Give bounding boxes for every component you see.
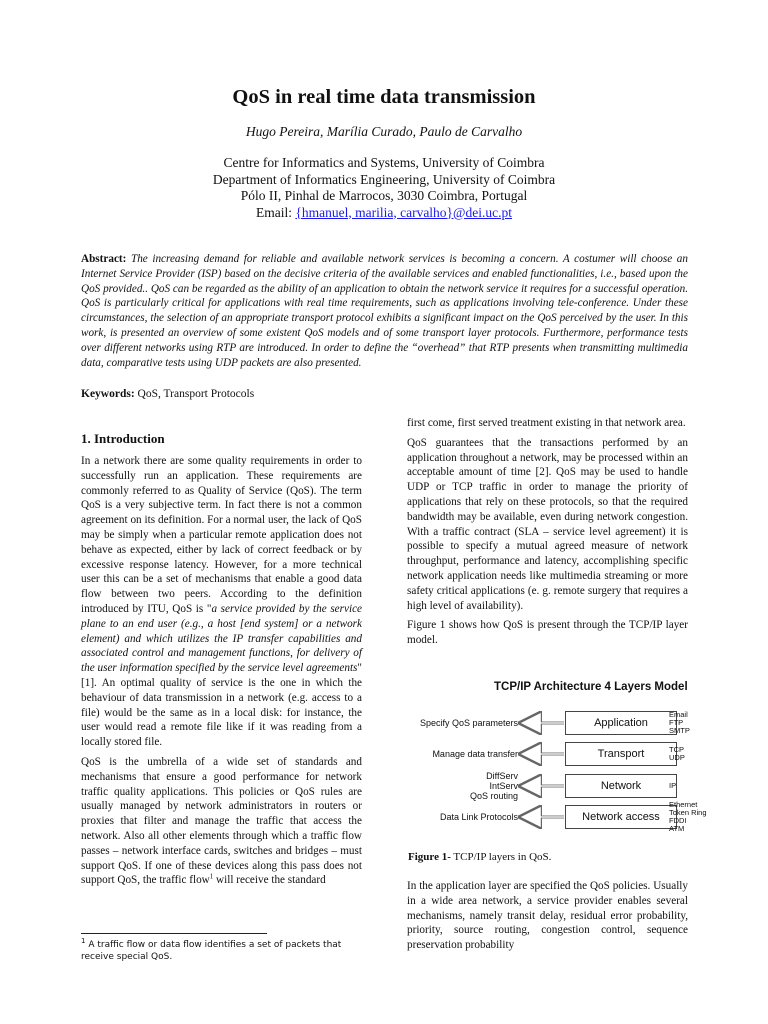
layer-protocols: IP	[669, 781, 677, 790]
layer-protocols: Email FTP SMTP	[669, 710, 690, 735]
right-paragraph-2: QoS guarantees that the transactions performed by an application throughout a network, may be processed within an acceptable amount of time [2]. QoS may be used to handle UDP or TCP traffic in order to manage the priority of applications that rely on these protocols, so that the required bandwidth may be available, even during network congestion. With a traffic contract (SLA – service level agreement) it is possible to specify a mutual agreed measure of network throughput, performance and latency, accomplishing specific network application needs like multimedia streaming or more safety critical applications (e. g. remote surgery that requires a high level of availability).	[407, 436, 688, 612]
affiliation-line: Pólo II, Pinhal de Marrocos, 3030 Coimbra, Portugal	[240, 188, 528, 203]
layer-qos-label: Data Link Protocols	[439, 812, 518, 822]
footnote	[81, 939, 365, 963]
intro-paragraph-1	[81, 454, 362, 750]
keywords-text: QoS, Transport Protocols	[137, 388, 255, 400]
itu-quote: a service provided by the service plane to an end user (e.g., a host [end system] or a network element) and which utilizes the IP transfer capabilities and associated control and management functions, for delivery of the user information specified by the service level agreements	[81, 602, 363, 675]
email-link[interactable]: {hmanuel, marilia, carvalho}@dei.uc.pt	[295, 204, 512, 220]
left-column	[81, 431, 362, 893]
figure-1	[408, 677, 708, 839]
section-heading: 1. Introduction	[81, 431, 165, 446]
layer-qos-label: DiffServ IntServ QoS routing	[469, 771, 518, 801]
figure-caption	[408, 851, 551, 863]
layer-qos-label: Manage data transfer	[432, 749, 518, 759]
right-column	[407, 416, 688, 653]
abstract	[81, 252, 688, 370]
paper-authors: Hugo Pereira, Marília Curado, Paulo de Carvalho	[245, 124, 523, 139]
footnote-text: A traffic flow or data flow identifies a set of packets that receive special QoS.	[81, 940, 342, 962]
layer-box: Network	[565, 774, 677, 798]
layer-protocols: Ethernet Token Ring FDDI ATM	[669, 800, 707, 833]
footnote-mark: 1	[81, 937, 86, 945]
layer-box: Transport	[565, 742, 677, 766]
layer-box: Network access	[565, 805, 677, 829]
layer-protocols: TCP UDP	[669, 745, 685, 762]
footnote-ref[interactable]: 1	[209, 872, 214, 881]
paragraph-text: " [1]. An optimal quality of service is the one in which the behaviour of data transmission in a network (e.g. access to a file) would be the same as in a local disk: for instance, the user would read a remote file like if it was reading from a locally stored file.	[81, 662, 362, 749]
email-label: Email:	[256, 204, 296, 220]
layer-box: Application	[565, 711, 677, 735]
paragraph-text: QoS is the umbrella of a wide set of standards and mechanisms that ensure a good performance for network traffic quality applications. This policies or QoS rules are usually managed by network administrators in routers or proxies that filter and manage the traffic that access the network. Also all other elements through which a traffic flow passes – network interface cards, switches and bridges – must support QoS. If one of these devices along this pass does not support QoS, the traffic flow	[81, 755, 362, 887]
intro-paragraph-2	[81, 755, 362, 888]
figure-caption-label: Figure 1-	[408, 851, 451, 863]
email-line	[0, 205, 768, 222]
figure-caption-text: TCP/IP layers in QoS.	[450, 851, 552, 863]
figure-title: TCP/IP Architecture 4 Layers Model	[494, 681, 688, 693]
affiliation-block	[0, 155, 768, 221]
right-paragraph-1: first come, first served treatment existing in that network area.	[407, 417, 686, 429]
abstract-text: The increasing demand for reliable and available network services is becoming a concern. A costumer will choose an Internet Service Provider (ISP) based on the decisive criteria of the available services and enabled functionalities, i.e., based upon the QoS provided.. QoS can be regarded as the ability of an application to obtain the network service it requires for a successful operation. QoS is particularly critical for applications with real time requirements, such as applications involving tele-conference. Under these circumstances, the selection of an appropriate transport protocol exhibits a significant impact on the QoS perceived by the user. In this work, is presented an overview of some existent QoS models and of some transport layer protocols. Furthermore, performance tests over different networks using RTP are introduced. In order to define the “overhead” that RTP presents when transmitting multimedia data, comparative tests using UDP packets are also presented.	[81, 253, 688, 369]
paper-title: QoS in real time data transmission	[232, 86, 536, 108]
affiliation-line: Centre for Informatics and Systems, University of Coimbra	[223, 155, 545, 170]
keywords-label: Keywords:	[81, 388, 135, 400]
paragraph-text: will receive the standard	[213, 874, 326, 887]
right-paragraph-3: Figure 1 shows how QoS is present through the TCP/IP layer model.	[407, 619, 688, 647]
layer-qos-label: Specify QoS parameters	[419, 718, 518, 728]
keywords	[81, 387, 688, 401]
paragraph-text: In a network there are some quality requirements in order to successfully run an application. These requirements are commonly referred to as Quality of Service (QoS). The term QoS is a very subjective term. In fact there is not a common agreement on its definition. For a normal user, the lack of QoS may be simply when a particular remote application does not behave as expected, either by lack of correct feedback or by excessive response latency. However, for a more technical user this can be a set of mechanisms that enable a good data flow between two peers. According to the definition introduced by ITU, QoS is "	[81, 455, 362, 615]
footnote-divider	[81, 933, 267, 934]
right-paragraph-4: In the application layer are specified the QoS policies. Usually in a wide area network, a service provider enables several mechanisms, namely transit delay, residual error probability, priority, source routing, congestion control, sequence preservation probability	[407, 880, 688, 952]
abstract-label: Abstract:	[81, 253, 127, 265]
affiliation-line: Department of Informatics Engineering, University of Coimbra	[212, 171, 556, 187]
